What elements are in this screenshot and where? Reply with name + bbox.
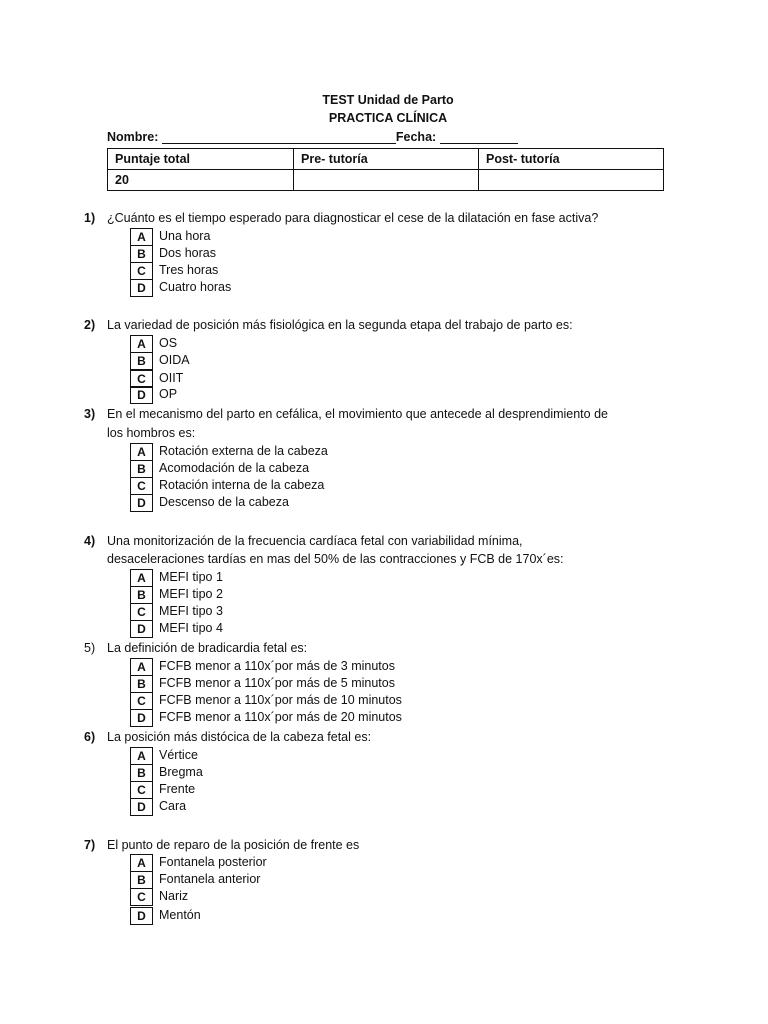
score-value-cell [294,170,479,191]
option-text: OIDA [159,353,190,367]
question-number: 6) [84,730,96,744]
question-text: La posición más distócica de la cabeza fetal es: [107,730,372,744]
option-text: OS [159,336,178,350]
option-text: Rotación interna de la cabeza [159,478,325,492]
option-letter-box: C [130,603,153,621]
score-table-header-row [108,149,664,170]
score-header-cell: Pre- tutoría [294,149,479,170]
option-letter-box: C [130,477,153,495]
option-text: Fontanela posterior [159,855,267,869]
option-letter-box: A [130,658,153,676]
option-text: MEFI tipo 3 [159,604,223,618]
option-text: Descenso de la cabeza [159,495,289,509]
option-letter-box: A [130,747,153,765]
option-letter-box: B [130,586,153,604]
name-date-line [107,130,518,144]
option-letter-box: A [130,228,153,246]
option-text: Acomodación de la cabeza [159,461,310,475]
option-text: Cuatro horas [159,280,232,294]
document-subtitle: PRACTICA CLÍNICA [328,111,448,125]
question-number: 1) [84,211,96,225]
option-text: MEFI tipo 4 [159,621,223,635]
option-text: FCFB menor a 110x´por más de 3 minutos [159,659,395,673]
option-text: Vértice [159,748,198,762]
score-value-cell [479,170,664,191]
option-letter-box: D [130,620,153,638]
option-letter-box: D [130,279,153,297]
question-text: El punto de reparo de la posición de frente es [107,838,360,852]
option-letter-box: B [130,352,153,370]
question-text: ¿Cuánto es el tiempo esperado para diagnosticar el cese de la dilatación en fase activa? [107,211,599,225]
option-text: OP [159,387,178,401]
option-letter-box: A [130,443,153,461]
option-text: FCFB menor a 110x´por más de 5 minutos [159,676,395,690]
option-text: Dos horas [159,246,216,260]
question-text: En el mecanismo del parto en cefálica, el movimiento que antecede al desprendimiento de [107,407,608,421]
option-letter-box: B [130,245,153,263]
option-text: OIIT [159,371,184,385]
nombre-label: Nombre: [107,130,159,144]
option-letter-box: A [130,569,153,587]
option-text: Una hora [159,229,211,243]
option-letter-box: C [130,370,153,388]
option-text: Bregma [159,765,203,779]
document-title: TEST Unidad de Parto [322,93,454,107]
option-letter-box: D [130,798,153,816]
option-text: FCFB menor a 110x´por más de 10 minutos [159,693,402,707]
option-letter-box: C [130,262,153,280]
option-letter-box: D [130,494,153,512]
score-header-cell: Post- tutoría [479,149,664,170]
option-letter-box: D [130,907,153,925]
option-text: Mentón [159,908,201,922]
question-text: desaceleraciones tardías en mas del 50% de las contracciones y FCB de 170x´es: [107,552,564,566]
option-text: Cara [159,799,187,813]
option-text: Rotación externa de la cabeza [159,444,328,458]
fecha-label: Fecha: [395,130,437,144]
score-table-value-row [108,170,664,191]
option-letter-box: C [130,781,153,799]
question-number: 3) [84,407,96,421]
question-text: los hombros es: [107,426,196,440]
question-number: 5) [84,641,96,655]
score-value-cell: 20 [108,170,294,191]
option-letter-box: B [130,675,153,693]
option-text: Fontanela anterior [159,872,261,886]
question-number: 2) [84,318,96,332]
fecha-blank [440,130,518,144]
question-number: 4) [84,534,96,548]
option-letter-box: D [130,709,153,727]
option-letter-box: B [130,460,153,478]
option-letter-box: D [130,386,153,404]
option-letter-box: A [130,854,153,872]
question-text: La definición de bradicardia fetal es: [107,641,308,655]
option-text: Nariz [159,889,189,903]
option-letter-box: C [130,888,153,906]
option-text: MEFI tipo 1 [159,570,223,584]
question-number: 7) [84,838,96,852]
option-text: MEFI tipo 2 [159,587,223,601]
option-letter-box: A [130,335,153,353]
score-table [107,148,664,191]
option-text: Tres horas [159,263,219,277]
question-text: Una monitorización de la frecuencia cardíaca fetal con variabilidad mínima, [107,534,523,548]
nombre-blank [162,130,396,144]
question-text: La variedad de posición más fisiológica en la segunda etapa del trabajo de parto es: [107,318,573,332]
option-text: FCFB menor a 110x´por más de 20 minutos [159,710,402,724]
option-letter-box: B [130,871,153,889]
option-text: Frente [159,782,196,796]
score-header-cell: Puntaje total [108,149,294,170]
option-letter-box: C [130,692,153,710]
option-letter-box: B [130,764,153,782]
